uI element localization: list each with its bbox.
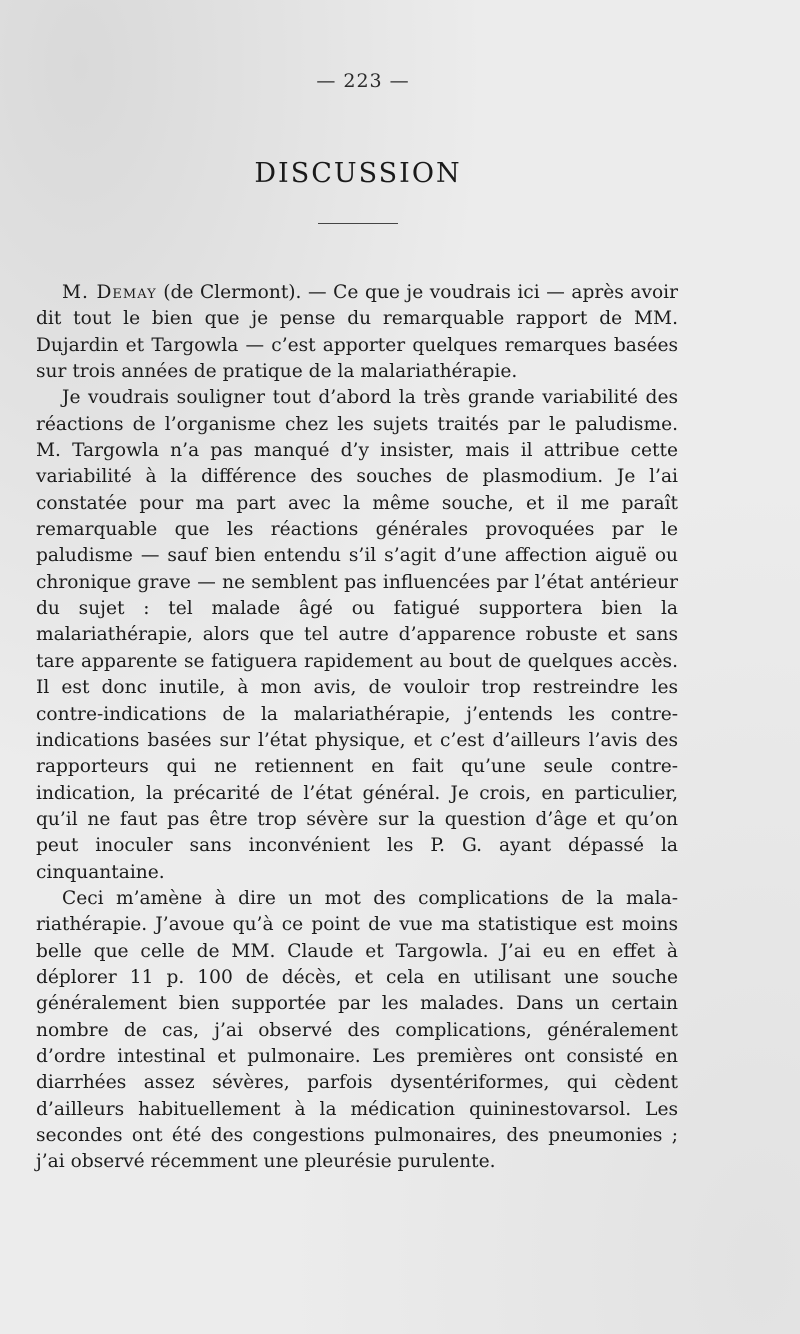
speaker-name: M. Demay: [62, 282, 157, 303]
section-title: DISCUSSION: [254, 158, 462, 189]
paragraph-text: Ceci m’amène à dire un mot des complications de la malariathérapie. J’avoue qu’à ce point de vue ma statistique est moins belle que celle de MM. Claude et Targowla. J’ai eu en effet à déplorer 11 p. 100 de décès, et cela en utilisant une souche généralement bien supportée par les malades. Dans un certain nombre de cas, j’ai observé des complications, généralement d’ordre intestinal et pulmonaire. Les premières ont consisté en diarrhées assez sévères, parfois dysentériformes, qui cèdent d’ailleurs habituellement à la médication quininestovarsol. Les secondes ont été des congestions pulmonaires, des pneumonies ; j’ai observé récemment une pleurésie purulente.: [36, 887, 678, 1173]
paragraph-2: [36, 385, 678, 886]
paragraph-text: (de Clermont). — Ce que je voudrais ici — après avoir dit tout le bien que je pense du remarquable rapport de MM. Dujardin et Targowla — c’est apporter quelques remarques basées sur trois années de pratique de la malariathérapie.: [36, 282, 678, 383]
title-divider: [318, 223, 398, 224]
page-number: — 223 —: [316, 70, 410, 92]
discussion-body: [36, 280, 678, 1176]
paragraph-text: Je voudrais souligner tout d’abord la très grande variabilité des réactions de l’organisme chez les sujets traités par le paludisme. M. Targowla n’a pas manqué d’y insister, mais il attribue cette variabilité à la différence des souches de plasmodium. Je l’ai constatée pour ma part avec la même souche, et il me paraît remarquable que les réactions générales provoquées par le paludisme — sauf bien entendu s’il s’agit d’une affection aiguë ou chronique grave — ne semblent pas influencées par l’état antérieur du sujet : tel malade âgé ou fatigué supportera bien la malariathérapie, alors que tel autre d’apparence robuste et sans tare apparente se fatiguera rapidement au bout de quelques accès. Il est donc inutile, à mon avis, de vouloir trop restreindre les contre-indications de la malariathérapie, j’entends les contre-indications basées sur l’état physique, et c’est d’ailleurs l’avis des rapporteurs qui ne retiennent en fait qu’une seule contre-indication, la précarité de l’état général. Je crois, en particulier, qu’il ne faut pas être trop sévère sur la question d’âge et qu’on peut inoculer sans inconvénient les P. G. ayant dépassé la cinquantaine.: [36, 387, 678, 883]
paragraph-3: [36, 886, 678, 1176]
paragraph-1: [36, 280, 678, 385]
